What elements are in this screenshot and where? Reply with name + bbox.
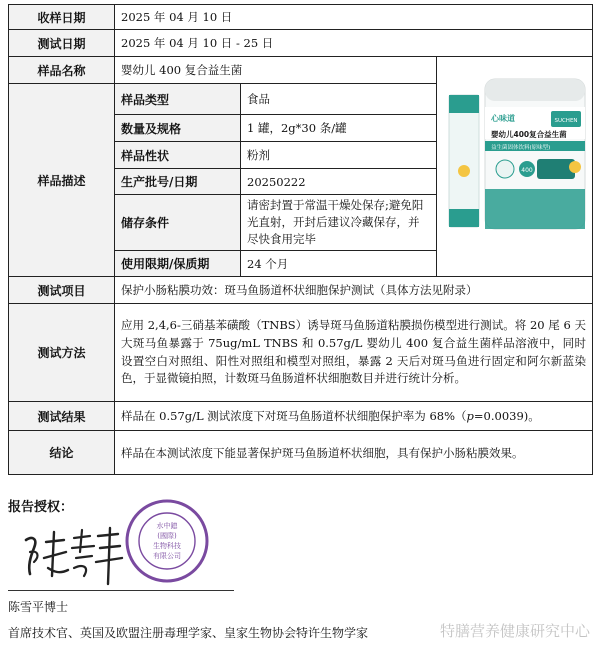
report-table [8,4,593,475]
test-result-value [115,402,593,431]
test-item-label: 测试项目 [9,277,115,304]
can-product-name: 婴幼儿400复合益生菌 [491,130,567,139]
test-method-value: 应用 2,4,6-三硝基苯磺酸（TNBS）诱导斑马鱼肠道粘膜损伤模型进行测试。将 20 尾 6 天大斑马鱼暴露于 75ug/mL TNBS 和 0.57g/L 婴幼儿 400 复合益生菌样品溶液中，同时设置空白对照组、阳性对照组和模型对照组，暴露 2 天后对斑马鱼进行固定和阿尔新蓝染色，于显微镜拍照，计数斑马鱼肠道杯状细胞数目并进行统计分析。 [115,304,593,402]
row-test-result [9,402,593,431]
row-received-date [9,5,593,30]
sample-name-value: 婴幼儿 400 复合益生菌 [115,57,437,84]
product-image-cell [437,57,593,277]
shelf-life-label: 使用限期/保质期 [115,251,241,277]
seal-text-3: 生物科技 [153,542,181,550]
authorization-title: 报告授权： [8,500,74,515]
company-seal [124,498,210,584]
test-method-label: 测试方法 [9,304,115,402]
row-sample-name [9,57,593,84]
row-test-date [9,30,593,57]
quantity-label: 数量及规格 [115,115,241,142]
row-conclusion [9,431,593,475]
quantity-value: 1 罐，2g*30 条/罐 [241,115,437,142]
sachet-image [449,95,479,227]
p-value-symbol: p [466,409,474,423]
seal-text-1: 水中鎴 [156,522,178,530]
can-logo-text: SUCHEN [554,118,578,124]
signer-credentials: 首席技术官、英国及欧盟注册毒理学家、皇家生物协会特许生物学家 [8,626,369,640]
test-date-label: 测试日期 [9,30,115,57]
shelf-life-value: 24 个月 [241,251,437,277]
received-date-label: 收样日期 [9,5,115,30]
conclusion-label: 结论 [9,431,115,475]
batch-label: 生产批号/日期 [115,169,241,195]
sample-description-label: 样品描述 [9,84,115,277]
test-item-value: 保护小肠粘膜功效：斑马鱼肠道杯状细胞保护测试（具体方法见附录） [115,277,593,304]
conclusion-value: 样品在本测试浓度下能显著保护斑马鱼肠道杯状细胞，具有保护小肠粘膜效果。 [115,431,593,475]
row-test-method [9,304,593,402]
can-image [485,79,585,229]
test-date-value: 2025 年 04 月 10 日 - 25 日 [115,30,593,57]
signer-name: 陈雪平博士 [8,600,69,614]
test-result-label: 测试结果 [9,402,115,431]
storage-label: 储存条件 [115,195,241,251]
watermark: 特膳营养健康研究中心 [439,622,590,640]
received-date-value: 2025 年 04 月 10 日 [115,5,593,30]
can-brand-text: 心味道 [491,114,515,123]
can-badge: 400 [521,167,533,174]
test-result-text-a: 样品在 0.57g/L 测试浓度下对斑马鱼肠道杯状细胞保护率为 68%（ [121,409,467,423]
seal-text-2: (國際) [157,532,177,540]
form-value: 粉剂 [241,142,437,169]
sample-type-value: 食品 [241,84,437,115]
storage-value: 请密封置于常温干燥处保存;避免阳光直射，开封后建议冷藏保存，并尽快食用完毕 [241,195,437,251]
can-subtitle: 益生菌固体饮料(原味型) [491,145,551,151]
handwritten-signature [18,522,128,590]
batch-value: 20250222 [241,169,437,195]
seal-text-4: 有限公司 [153,552,181,560]
signature-line [8,590,234,591]
row-test-item [9,277,593,304]
form-label: 样品性状 [115,142,241,169]
sample-type-label: 样品类型 [115,84,241,115]
product-image [443,59,597,271]
signature-area [8,520,238,590]
sample-name-label: 样品名称 [9,57,115,84]
test-result-text-b: =0.0039)。 [473,409,540,423]
